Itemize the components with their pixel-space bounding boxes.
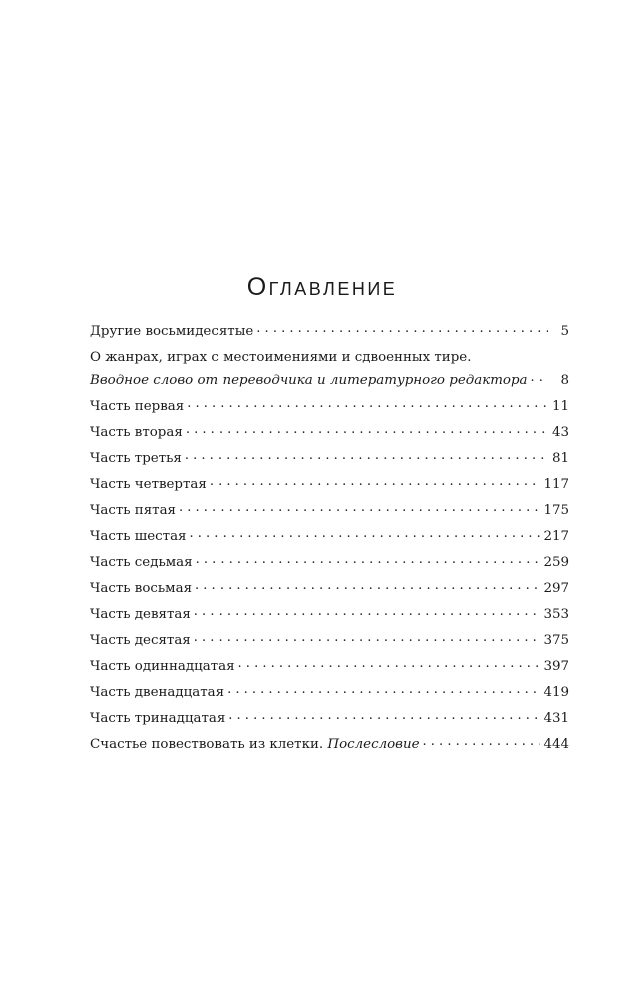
toc-page-number: 117 — [543, 477, 569, 492]
toc-entry-label: Часть первая — [90, 399, 185, 414]
toc-entry[interactable] — [90, 602, 569, 628]
toc-entry-label: Часть третья — [90, 451, 182, 466]
dot-leader — [186, 423, 548, 436]
toc-page-number: 175 — [543, 503, 569, 518]
toc-entry[interactable] — [90, 654, 569, 680]
toc-page-number: 81 — [551, 451, 569, 466]
toc-page-number: 297 — [543, 581, 569, 596]
toc-entry-label: Часть девятая — [90, 607, 191, 622]
toc-entry[interactable] — [90, 472, 569, 498]
toc-entry-label: Часть двенадцатая — [90, 685, 225, 700]
dot-leader — [179, 501, 540, 514]
toc-page-number: 375 — [543, 633, 569, 648]
dot-leader — [194, 631, 541, 644]
toc-page-number: 5 — [560, 324, 569, 339]
toc-entry-label: Часть пятая — [90, 503, 176, 518]
dot-leader — [185, 449, 548, 462]
toc-page-number: 217 — [543, 529, 569, 544]
toc-entry-label: Часть четвертая — [90, 477, 207, 492]
toc-entry-label: Часть шестая — [90, 529, 187, 544]
dot-leader — [194, 605, 541, 618]
toc-entry[interactable] — [90, 680, 569, 706]
toc-title: Оглавление — [246, 273, 398, 301]
toc-entry[interactable] — [90, 319, 569, 345]
toc-entry[interactable] — [90, 732, 569, 758]
dot-leader — [210, 475, 541, 488]
toc-entry-label: Часть десятая — [90, 633, 191, 648]
toc-entry[interactable] — [90, 576, 569, 602]
toc-page-number: 43 — [551, 425, 569, 440]
toc-entry-label: Часть седьмая — [90, 555, 193, 570]
dot-leader — [187, 397, 548, 410]
dot-leader — [228, 709, 540, 722]
dot-leader — [238, 657, 541, 670]
toc-entry-label: Часть тринадцатая — [90, 711, 226, 726]
toc-page-number: 259 — [543, 555, 569, 570]
toc-entry[interactable] — [90, 628, 569, 654]
toc-entry-label: Счастье повествовать из клетки. Послесловие — [90, 737, 420, 752]
dot-leader — [531, 371, 548, 384]
toc-page-number: 419 — [543, 685, 569, 700]
toc-entry-label: О жанрах, играх с местоимениями и сдвоенных тире. — [90, 350, 472, 365]
dot-leader — [227, 683, 540, 696]
toc-page-number: 8 — [560, 373, 569, 388]
toc-entry[interactable] — [90, 446, 569, 472]
toc-entry-label: Вводное слово от переводчика и литературного редактора — [90, 373, 528, 388]
toc-entry[interactable] — [90, 394, 569, 420]
toc-entry-label: Часть восьмая — [90, 581, 193, 596]
toc-entry[interactable] — [90, 706, 569, 732]
toc-entry[interactable] — [90, 498, 569, 524]
toc-entry-label: Часть вторая — [90, 425, 183, 440]
toc-entry[interactable] — [90, 524, 569, 550]
dot-leader — [196, 553, 541, 566]
toc-entry[interactable] — [90, 368, 569, 394]
toc-entry-label: Другие восьмидесятые — [90, 324, 254, 339]
toc-page-number: 431 — [543, 711, 569, 726]
toc-page-number: 444 — [543, 737, 569, 752]
dot-leader — [256, 322, 548, 335]
toc-entry[interactable] — [90, 420, 569, 446]
dot-leader — [423, 735, 541, 748]
dot-leader — [195, 579, 540, 592]
toc-page-number: 11 — [551, 399, 569, 414]
dot-leader — [190, 527, 541, 540]
toc-page-number: 397 — [543, 659, 569, 674]
toc-entry[interactable] — [90, 550, 569, 576]
toc-entry-label: Часть одиннадцатая — [90, 659, 235, 674]
table-of-contents — [90, 319, 569, 758]
toc-page-number: 353 — [543, 607, 569, 622]
